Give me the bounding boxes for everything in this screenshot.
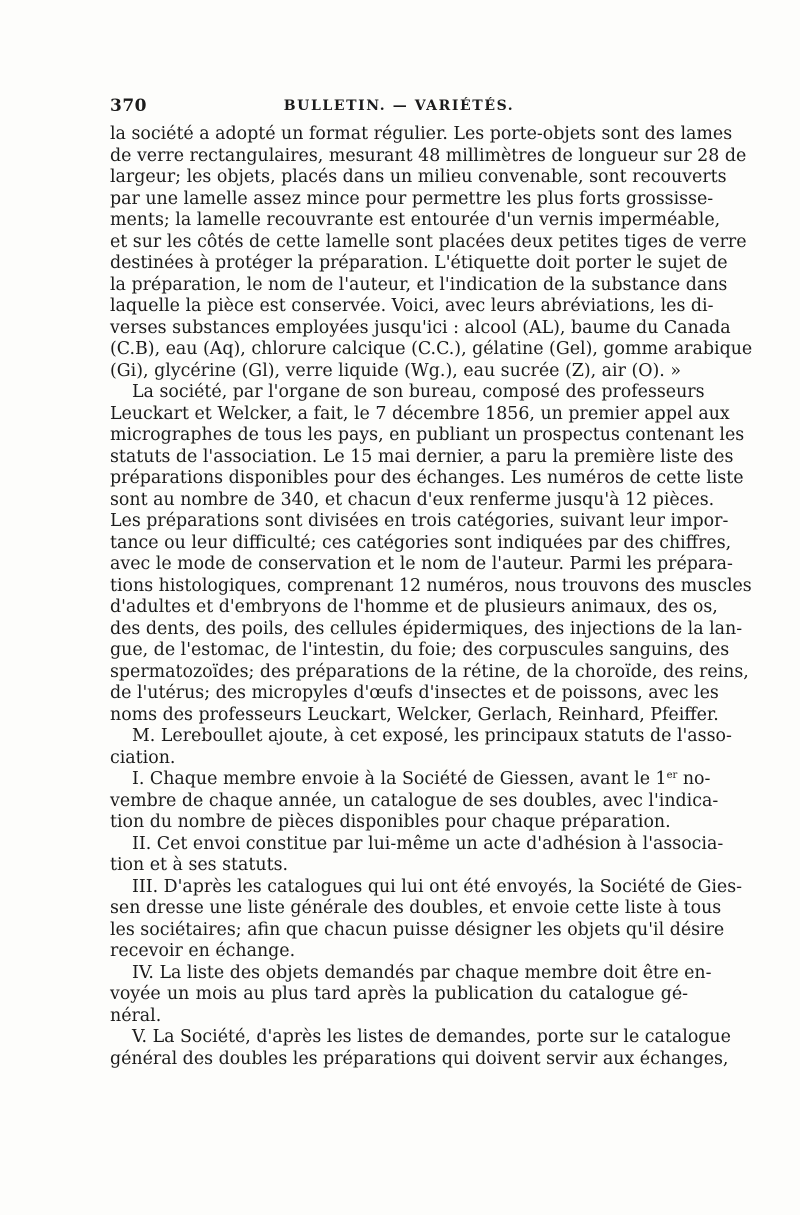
- text-line: la préparation, le nom de l'auteur, et l'indication de la substance dans: [110, 274, 728, 295]
- text-line: La société, par l'organe de son bureau, composé des professeurs: [132, 382, 705, 402]
- text-line: des dents, des poils, des cellules épidermiques, des injections de la lan-: [110, 618, 743, 639]
- text-line: II. Cet envoi constitue par lui-même un acte d'adhésion à l'associa-: [132, 833, 724, 854]
- text-line: destinées à protéger la préparation. L'étiquette doit porter le sujet de: [110, 253, 728, 273]
- text-line: par une lamelle assez mince pour permettre les plus forts grossisse-: [110, 188, 714, 209]
- text-line: largeur; les objets, placés dans un milieu convenable, sont recouverts: [110, 167, 727, 187]
- text-line: tions histologiques, comprenant 12 numéros, nous trouvons des muscles: [110, 575, 752, 596]
- text-line: micrographes de tous les pays, en publiant un prospectus contenant les: [110, 425, 745, 445]
- text-line: verses substances employées jusqu'ici : alcool (AL), baume du Canada: [110, 317, 731, 338]
- text-line: IV. La liste des objets demandés par chaque membre doit être en-: [132, 962, 712, 983]
- text-line: avec le mode de conservation et le nom de l'auteur. Parmi les prépara-: [110, 554, 733, 574]
- page-number: 370: [110, 96, 147, 116]
- text-line: tion et à ses statuts.: [110, 855, 289, 875]
- superscript-er: er: [666, 770, 678, 781]
- text-line: voyée un mois au plus tard après la publication du catalogue gé-: [110, 984, 688, 1004]
- text-line: M. Lereboullet ajoute, à cet exposé, les principaux statuts de l'asso-: [132, 726, 732, 746]
- text-line-tail: no-: [677, 769, 711, 789]
- page-header: [110, 96, 688, 120]
- text-line-main: I. Chaque membre envoie à la Société de Giessen, avant le 1: [132, 769, 667, 789]
- text-line: de l'utérus; des micropyles d'œufs d'insectes et de poissons, avec les: [110, 683, 719, 703]
- text-line: et sur les côtés de cette lamelle sont placées deux petites tiges de verre: [110, 231, 747, 252]
- text-line: néral.: [110, 1005, 162, 1026]
- text-line-statute-1: [110, 769, 711, 791]
- text-line: gue, de l'estomac, de l'intestin, du foie; des corpuscules sanguins, des: [110, 640, 730, 660]
- text-line: tion du nombre de pièces disponibles pour chaque préparation.: [110, 812, 671, 832]
- text-line: V. La Société, d'après les listes de demandes, porte sur le catalogue: [132, 1027, 731, 1047]
- text-line: général des doubles les préparations qui doivent servir aux échanges,: [110, 1048, 729, 1069]
- text-line: laquelle la pièce est conservée. Voici, avec leurs abréviations, les di-: [110, 296, 714, 316]
- text-line: spermatozoïdes; des préparations de la rétine, de la choroïde, des reins,: [110, 661, 749, 682]
- body-text: [110, 124, 753, 1070]
- text-line: (C.B), eau (Aq), chlorure calcique (C.C.), gélatine (Gel), gomme arabique: [110, 339, 753, 359]
- text-line: (Gi), glycérine (Gl), verre liquide (Wg.), eau sucrée (Z), air (O). »: [110, 360, 681, 381]
- text-line: Leuckart et Welcker, a fait, le 7 décembre 1856, un premier appel aux: [110, 403, 730, 424]
- text-line: d'adultes et d'embryons de l'homme et de plusieurs animaux, des os,: [110, 597, 718, 617]
- text-line: sont au nombre de 340, et chacun d'eux renferme jusqu'à 12 pièces.: [110, 489, 715, 510]
- text-line: Les préparations sont divisées en trois catégories, suivant leur impor-: [110, 511, 729, 531]
- text-line: ciation.: [110, 747, 176, 768]
- text-line: les sociétaires; afin que chacun puisse désigner les objets qu'il désire: [110, 919, 725, 940]
- text-line: sen dresse une liste générale des doubles, et envoie cette liste à tous: [110, 898, 722, 918]
- text-line: de verre rectangulaires, mesurant 48 millimètres de longueur sur 28 de: [110, 145, 747, 166]
- text-line: tance ou leur difficulté; ces catégories sont indiquées par des chiffres,: [110, 532, 732, 553]
- text-line: statuts de l'association. Le 15 mai dernier, a paru la première liste des: [110, 446, 734, 467]
- text-line: ments; la lamelle recouvrante est entourée d'un vernis imperméable,: [110, 210, 721, 230]
- running-head: BULLETIN. — VARIÉTÉS.: [283, 98, 515, 114]
- text-line: vembre de chaque année, un catalogue de ses doubles, avec l'indica-: [110, 790, 719, 811]
- text-line: III. D'après les catalogues qui lui ont été envoyés, la Société de Gies-: [132, 876, 743, 897]
- text-line: préparations disponibles pour des échanges. Les numéros de cette liste: [110, 468, 744, 488]
- text-line: noms des professeurs Leuckart, Welcker, Gerlach, Reinhard, Pfeiffer.: [110, 704, 719, 725]
- text-line: la société a adopté un format régulier. Les porte-objets sont des lames: [110, 124, 733, 144]
- text-line: recevoir en échange.: [110, 941, 296, 961]
